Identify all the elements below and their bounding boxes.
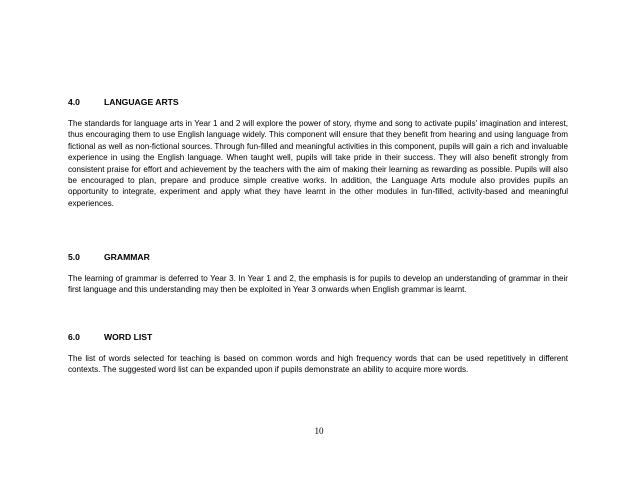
section-number: 6.0: [68, 332, 80, 342]
section-heading: [68, 332, 568, 343]
section-title: WORD LIST: [104, 332, 153, 342]
section-number: 5.0: [68, 252, 80, 262]
section-paragraph: The learning of grammar is deferred to Year 3. In Year 1 and 2, the emphasis is for pupils to develop an understanding of grammar in their first language and this understanding may then be exploited in Year 3 onwards when English grammar is learnt.: [68, 274, 568, 295]
page-number: 10: [314, 426, 324, 436]
section-number: 4.0: [68, 97, 80, 107]
section-heading: [68, 252, 568, 263]
section-heading: [68, 97, 568, 108]
section-language-arts: [68, 97, 568, 209]
section-title: LANGUAGE ARTS: [104, 97, 179, 107]
section-grammar: [68, 252, 568, 296]
section-paragraph: The list of words selected for teaching is based on common words and high frequency words that can be used repetitively in different contexts. The suggested word list can be expanded upon if pupils demonstrate an ability to acquire more words.: [68, 354, 568, 375]
section-word-list: [68, 332, 568, 376]
section-paragraph: The standards for language arts in Year 1 and 2 will explore the power of story, rhyme and song to activate pupils' imagination and interest, thus encouraging them to use English language widely. This component will ensure that they benefit from hearing and using language from fictional as well as non-fictional sources. Through fun-filled and meaningful activities in this component, pupils will gain a rich and invaluable experience in using the English language. When taught well, pupils will take pride in their success. They will also benefit strongly from consistent praise for effort and achievement by the teachers with the aim of making their learning as rewarding as possible. Pupils will also be encouraged to plan, prepare and produce simple creative works. In addition, the Language Arts module also provides pupils an opportunity to integrate, experiment and apply what they have learnt in the other modules in fun-filled, activity-based and meaningful experiences.: [68, 119, 568, 208]
section-title: GRAMMAR: [104, 252, 150, 262]
